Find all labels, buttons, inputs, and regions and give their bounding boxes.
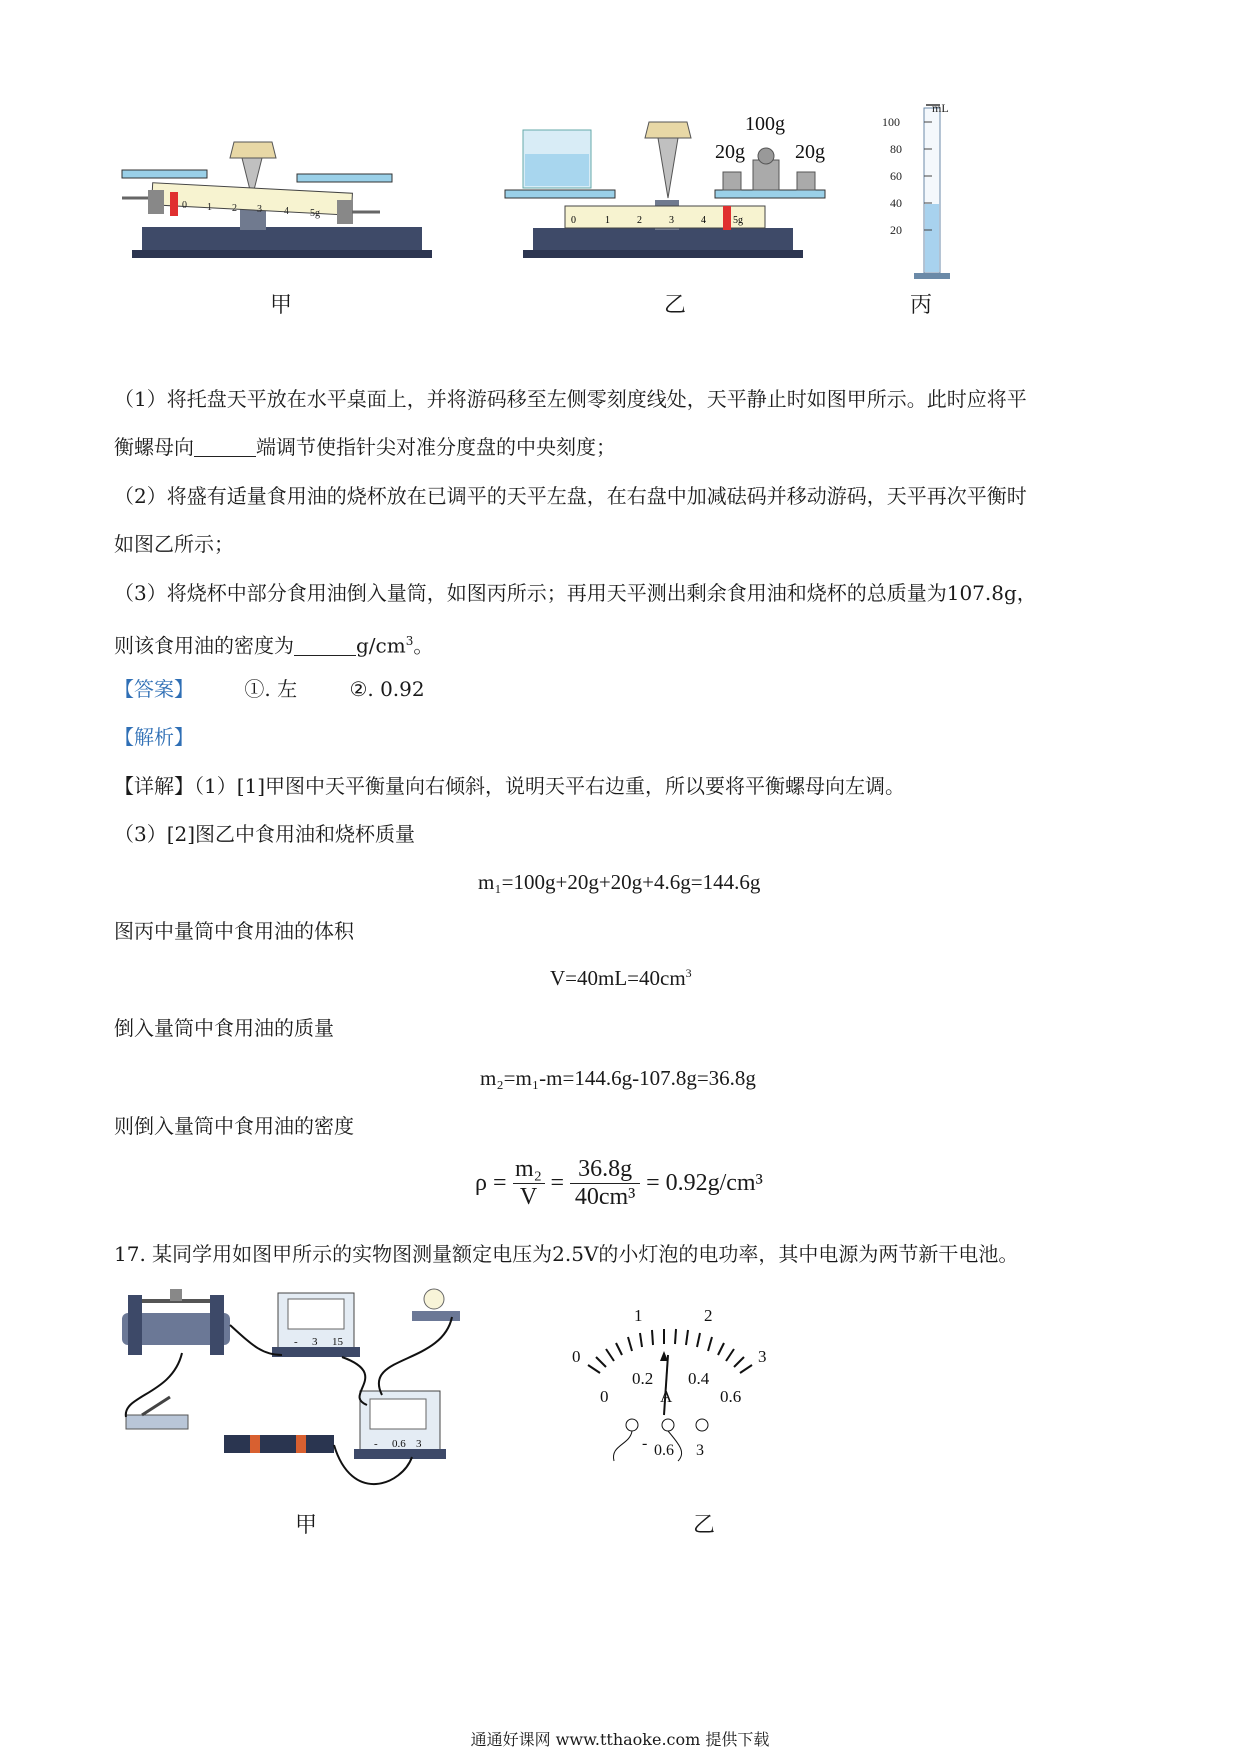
svg-text:3: 3 <box>696 1442 704 1459</box>
question-3-line-1: （3）将烧杯中部分食用油倒入量筒，如图丙所示；再用天平测出剩余食用油和烧杯的总质量为107.8g， <box>114 581 1037 605</box>
svg-text:0.6: 0.6 <box>392 1438 406 1450</box>
svg-text:5g: 5g <box>733 215 743 226</box>
svg-text:3: 3 <box>312 1336 318 1348</box>
svg-text:15: 15 <box>332 1336 343 1348</box>
svg-text:0.6: 0.6 <box>654 1442 674 1459</box>
svg-text:20: 20 <box>890 223 902 237</box>
svg-text:100g: 100g <box>745 113 785 135</box>
svg-text:1: 1 <box>634 1306 643 1325</box>
svg-text:3: 3 <box>758 1347 767 1366</box>
answer-line <box>114 676 425 702</box>
svg-text:100: 100 <box>882 115 900 129</box>
answer-blank-2 <box>294 637 356 656</box>
analysis-tag: 【解析】 <box>114 725 194 749</box>
svg-text:60: 60 <box>890 169 902 183</box>
svg-text:3: 3 <box>257 204 262 215</box>
page-footer: 通通好课网 www.tthaoke.com 提供下载 <box>470 1730 770 1749</box>
svg-text:20g: 20g <box>715 141 745 163</box>
graduated-cylinder-bing <box>862 100 949 280</box>
analysis-line-2: （3）[2]图乙中食用油和烧杯质量 <box>114 822 416 846</box>
svg-text:2: 2 <box>704 1306 713 1325</box>
svg-text:3: 3 <box>416 1438 422 1450</box>
circuit-figure-jia <box>112 1285 492 1505</box>
dial-top-scale <box>572 1306 767 1366</box>
question-2-line-1: （2）将盛有适量食用油的烧杯放在已调平的天平左盘，在右盘中加减砝码并移动游码，天平再次平衡时 <box>114 484 1027 508</box>
answer-tag: 【答案】 <box>114 677 194 701</box>
equation-1: m₁=100g+20g+20g+4.6g=144.6g <box>478 870 761 894</box>
svg-text:2: 2 <box>232 203 237 214</box>
svg-text:mL: mL <box>932 101 949 115</box>
answer-2: ②. 0.92 <box>349 677 425 701</box>
question-1-line-1: （1）将托盘天平放在水平桌面上，并将游码移至左侧零刻度线处，天平静止时如图甲所示。此时应将平 <box>114 387 1027 411</box>
svg-text:-: - <box>294 1336 298 1348</box>
analysis-line-4: 倒入量筒中食用油的质量 <box>114 1016 334 1040</box>
dial-terminals <box>642 1435 704 1459</box>
svg-text:0: 0 <box>182 200 187 211</box>
question-3-line-2: 则该食用油的密度为 $g/cm^3$。 <box>114 633 434 658</box>
figure-label-jia: 甲 <box>270 293 293 318</box>
answer-blank-1 <box>194 438 256 457</box>
svg-text:40: 40 <box>890 196 902 210</box>
svg-text:0: 0 <box>600 1387 609 1406</box>
svg-text:A: A <box>660 1387 673 1406</box>
svg-text:0.4: 0.4 <box>688 1369 710 1388</box>
svg-text:-: - <box>374 1438 378 1450</box>
question-2-line-2: 如图乙所示； <box>114 532 234 556</box>
equation-3: m₂=m₁-m=144.6g-107.8g=36.8g <box>480 1066 756 1090</box>
figure-label-yi-bottom: 乙 <box>693 1513 716 1538</box>
analysis-line-5: 则倒入量筒中食用油的密度 <box>114 1114 354 1138</box>
svg-text:20g: 20g <box>795 141 825 163</box>
svg-text:4: 4 <box>701 215 706 226</box>
figure-label-jia-bottom: 甲 <box>295 1513 318 1538</box>
figure-label-yi: 乙 <box>664 293 687 318</box>
dial-bottom-scale <box>600 1369 741 1406</box>
svg-text:80: 80 <box>890 142 902 156</box>
svg-text:-: - <box>642 1435 648 1452</box>
question-1-line-2: 衡螺母向 端调节使指针尖对准分度盘的中央刻度； <box>114 435 616 459</box>
svg-text:3: 3 <box>669 215 674 226</box>
equation-2: $V=40mL=40cm^3$ <box>550 966 692 990</box>
balance-figure-yi <box>505 110 825 280</box>
detail-tag: 【详解】 <box>114 774 194 798</box>
analysis-line-1: 【详解】（1）[1]甲图中天平衡量向右倾斜，说明天平右边重，所以要将平衡螺母向左调。 <box>114 774 906 798</box>
svg-text:1: 1 <box>207 202 212 213</box>
svg-text:1: 1 <box>605 215 610 226</box>
svg-text:0: 0 <box>571 215 576 226</box>
balance-figure-jia <box>112 130 452 280</box>
svg-text:0.6: 0.6 <box>720 1387 742 1406</box>
svg-text:0: 0 <box>572 1347 581 1366</box>
figure-label-bing: 丙 <box>910 293 933 318</box>
density-equation: ρ = m₂ V = 36.8g 40cm³ = 0.92g/cm³ <box>475 1156 763 1210</box>
svg-text:2: 2 <box>637 215 642 226</box>
ammeter-dial-figure-yi <box>570 1305 830 1465</box>
svg-text:4: 4 <box>284 206 289 217</box>
svg-text:0.2: 0.2 <box>632 1369 654 1388</box>
answer-1: ①. 左 <box>244 677 298 701</box>
question-17: 17. 某同学用如图甲所示的实物图测量额定电压为2.5V的小灯泡的电功率，其中电源为两节新干电池。 <box>114 1242 1019 1266</box>
svg-text:5g: 5g <box>310 208 320 219</box>
analysis-line-3: 图丙中量筒中食用油的体积 <box>114 919 354 943</box>
